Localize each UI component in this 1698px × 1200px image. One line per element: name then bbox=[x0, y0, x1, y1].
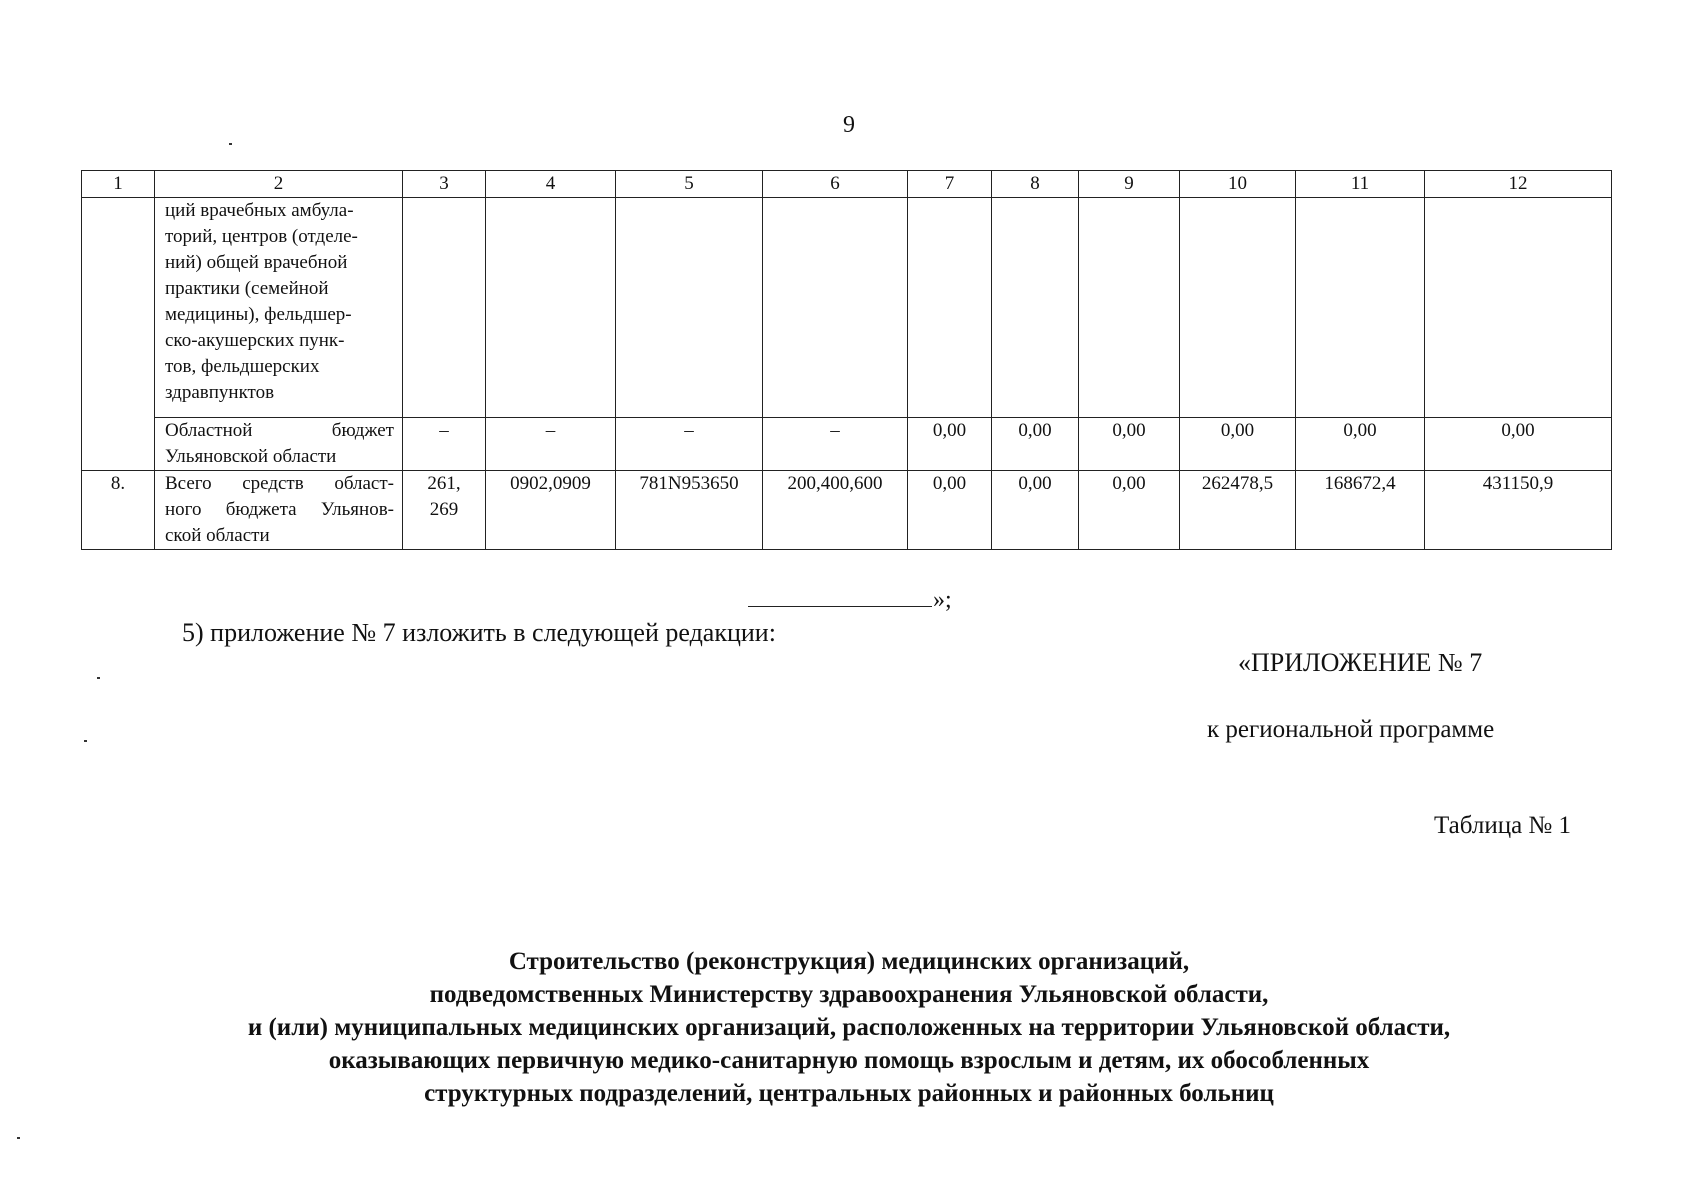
table-cell bbox=[403, 471, 486, 550]
header-cell: 9 bbox=[1079, 171, 1180, 198]
table-cell: 781N953650 bbox=[616, 471, 763, 550]
document-title bbox=[0, 945, 1698, 1110]
description-line: ного бюджета Ульянов- bbox=[165, 499, 394, 520]
header-cell: 2 bbox=[155, 171, 403, 198]
description-line: торий, центров (отделе- bbox=[165, 226, 358, 247]
title-line: Строительство (реконструкция) медицинских организаций, bbox=[508, 948, 1190, 975]
description-line: ско-акушерских пунк- bbox=[165, 330, 345, 351]
table-cell: 0902,0909 bbox=[486, 471, 616, 550]
table-cell bbox=[486, 198, 616, 418]
row-number-cell: 8. bbox=[82, 471, 155, 550]
total-description-cell bbox=[155, 471, 403, 550]
header-cell: 1 bbox=[82, 171, 155, 198]
table-cell: – bbox=[616, 418, 763, 471]
table-cell: 0,00 bbox=[1180, 418, 1296, 471]
header-cell: 6 bbox=[763, 171, 908, 198]
table-header-row bbox=[82, 171, 1612, 198]
header-cell: 3 bbox=[403, 171, 486, 198]
title-line: оказывающих первичную медико-санитарную помощь взрослым и детям, их обособленных bbox=[328, 1047, 1370, 1074]
header-cell: 7 bbox=[908, 171, 992, 198]
table-cell: 0,00 bbox=[1079, 471, 1180, 550]
title-line: подведомственных Министерству здравоохранения Ульяновской области, bbox=[429, 981, 1269, 1008]
instruction-text: 5) приложение № 7 изложить в следующей редакции: bbox=[182, 618, 776, 647]
scan-speck bbox=[229, 143, 232, 145]
table-cell: 431150,9 bbox=[1425, 471, 1612, 550]
row-number-cell bbox=[82, 198, 155, 471]
table-cell: 0,00 bbox=[992, 471, 1079, 550]
title-line: структурных подразделений, центральных районных и районных больниц bbox=[424, 1080, 1274, 1107]
header-cell: 11 bbox=[1296, 171, 1425, 198]
table-cell bbox=[1425, 198, 1612, 418]
table-cell: – bbox=[763, 418, 908, 471]
table-cell bbox=[908, 198, 992, 418]
scan-speck bbox=[17, 1137, 20, 1139]
table-cell: – bbox=[486, 418, 616, 471]
appendix-title: «ПРИЛОЖЕНИЕ № 7 bbox=[1238, 648, 1483, 677]
closing-quote: »; bbox=[933, 587, 952, 613]
description-line: Ульяновской области bbox=[165, 446, 337, 467]
table-cell bbox=[1296, 198, 1425, 418]
description-line: практики (семейной bbox=[165, 278, 329, 299]
table-cell: 0,00 bbox=[992, 418, 1079, 471]
table-cell: 0,00 bbox=[908, 471, 992, 550]
table-row-total bbox=[82, 471, 1612, 550]
description-line: ний) общей врачебной bbox=[165, 252, 348, 273]
header-cell: 5 bbox=[616, 171, 763, 198]
table-cell bbox=[1180, 198, 1296, 418]
table-cell bbox=[1079, 198, 1180, 418]
scan-speck bbox=[97, 677, 100, 679]
description-line: здравпунктов bbox=[165, 382, 275, 403]
header-cell: 12 bbox=[1425, 171, 1612, 198]
description-line: Всего средств област- bbox=[165, 473, 394, 494]
table-cell: 0,00 bbox=[1425, 418, 1612, 471]
continuation-description-cell bbox=[155, 198, 403, 418]
table-cell: 0,00 bbox=[1079, 418, 1180, 471]
description-line: тов, фельдшерских bbox=[165, 356, 320, 377]
description-line: ций врачебных амбула- bbox=[165, 200, 354, 221]
table-cell bbox=[616, 198, 763, 418]
closing-mark bbox=[748, 586, 952, 614]
table-cell: – bbox=[403, 418, 486, 471]
table-cell: 200,400,600 bbox=[763, 471, 908, 550]
signature-line bbox=[748, 586, 932, 607]
page-number: 9 bbox=[843, 112, 855, 138]
table-label: Таблица № 1 bbox=[1434, 812, 1572, 839]
table-cell: 0,00 bbox=[908, 418, 992, 471]
table-cell bbox=[403, 198, 486, 418]
table-cell bbox=[992, 198, 1079, 418]
table-cell: 0,00 bbox=[1296, 418, 1425, 471]
cell-line: 261, bbox=[427, 473, 461, 494]
scan-speck bbox=[84, 740, 87, 742]
header-cell: 8 bbox=[992, 171, 1079, 198]
description-line: ской области bbox=[165, 525, 270, 546]
table-cell: 168672,4 bbox=[1296, 471, 1425, 550]
table-row-continuation bbox=[82, 198, 1612, 418]
description-line: Областной бюджет bbox=[165, 420, 394, 441]
cell-line: 269 bbox=[429, 499, 459, 520]
table-cell: 262478,5 bbox=[1180, 471, 1296, 550]
header-cell: 10 bbox=[1180, 171, 1296, 198]
title-line: и (или) муниципальных медицинских организаций, расположенных на территории Ульяновской области, bbox=[247, 1014, 1451, 1041]
table-cell bbox=[763, 198, 908, 418]
appendix-subtitle: к региональной программе bbox=[1207, 716, 1495, 743]
budget-table bbox=[81, 170, 1612, 550]
budget-description-cell bbox=[155, 418, 403, 471]
table-row-regional-budget bbox=[82, 418, 1612, 471]
description-line: медицины), фельдшер- bbox=[165, 304, 352, 325]
header-cell: 4 bbox=[486, 171, 616, 198]
